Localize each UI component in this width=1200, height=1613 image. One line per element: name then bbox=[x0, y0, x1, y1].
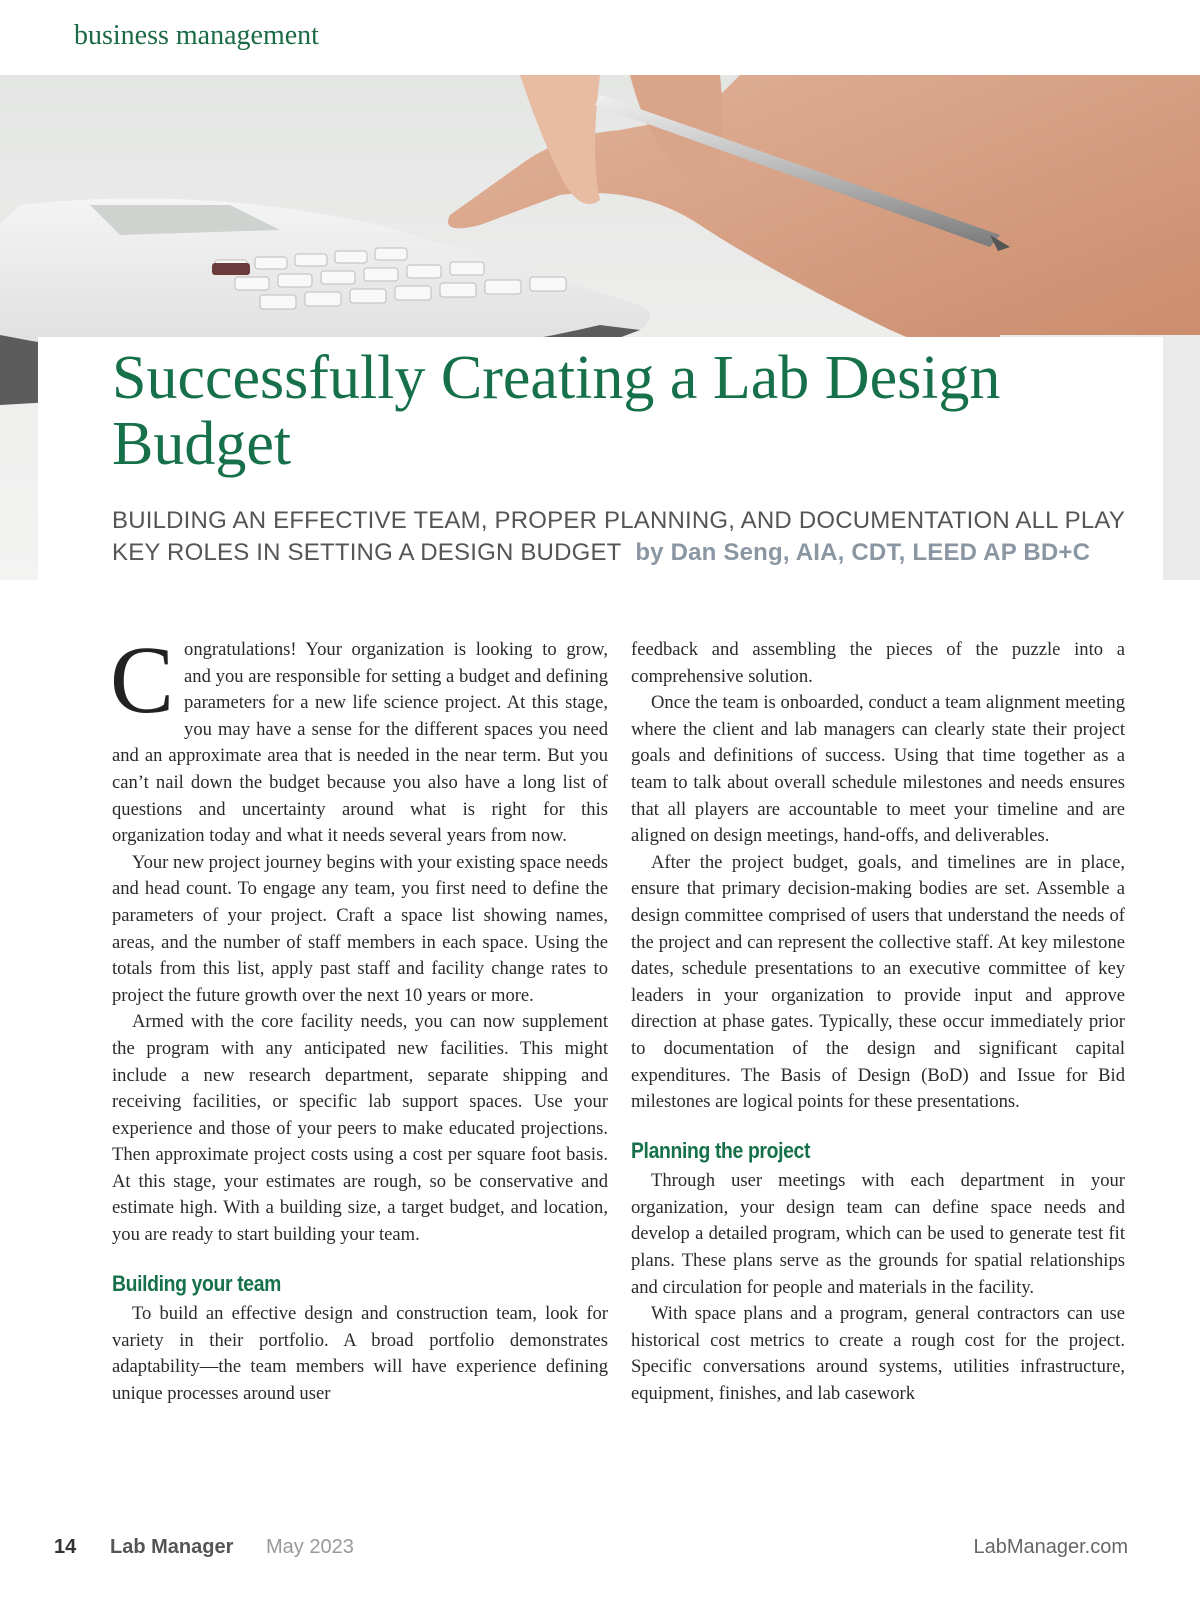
article-headline: Successfully Creating a Lab Design Budget bbox=[112, 344, 1001, 478]
paragraph: Through user meetings with each department in your organization, your design team can define space needs and develop a detailed program, which can be used to generate test fit plans. These plans serve as the grounds for spatial relationships and circulation for people and materials in the facility. bbox=[631, 1170, 1125, 1298]
paragraph: Armed with the core facility needs, you can now supplement the program with any anticipated new facilities. This might include a new research department, separate shipping and receiving facilities, or specific lab support spaces. Use your experience and those of your peers to make educated projections. Then approximate project costs using a cost per square foot basis. At this stage, your estimates are rough, so be conservative and estimate high. With a building size, a target budget, and location, you are ready to start building your team. bbox=[112, 1011, 608, 1246]
page-number: 14 bbox=[54, 1536, 77, 1558]
paragraph: After the project budget, goals, and timelines are in place, ensure that primary decision-making bodies are set. Assemble a design committee comprised of users that understand the needs of the project and can represent the collective staff. At key milestone dates, schedule presentations to an executive committee of key leaders in your organization to provide input and approve direction at phase gates. Typically, these occur immediately prior to documentation of the design and significant capital expenditures. The Basis of Design (BoD) and Issue for Bid milestones are logical points for these presentations. bbox=[631, 851, 1125, 1113]
paragraph bbox=[110, 626, 608, 850]
section-label: business management bbox=[74, 20, 319, 51]
subhead-building-team: Building your team bbox=[112, 1270, 282, 1296]
website-link[interactable]: LabManager.com bbox=[973, 1536, 1128, 1558]
drop-cap: C bbox=[110, 626, 175, 733]
paragraph-text: ongratulations! Your organization is looking to grow, and you are responsible for setting a budget and defining parameters for a new life science project. At this stage, you may have a sense for the different spaces you need and an approximate area that is needed in the near term. But you can’t nail down the budget because you also have a long list of questions and uncertainty around what is right for this organization today and what it needs several years from now. bbox=[112, 639, 608, 847]
left-column bbox=[110, 626, 608, 1408]
paragraph: With space plans and a program, general contractors can use historical cost metrics to create a rough cost for the project. Specific conversations around systems, utilities infrastructure, equipment, finishes, and lab casework bbox=[631, 1303, 1125, 1405]
paragraph: Once the team is onboarded, conduct a team alignment meeting where the client and lab managers can clearly state their project goals and definitions of success. Using that time together as a team to talk about overall schedule milestones and needs ensures that all players are accountable to meet your timeline and are aligned on design meetings, hand-offs, and deliverables. bbox=[631, 692, 1125, 847]
paragraph: feedback and assembling the pieces of the puzzle into a comprehensive solution. bbox=[631, 639, 1125, 687]
title-panel bbox=[38, 337, 1163, 580]
article-deck bbox=[112, 505, 1152, 569]
paragraph: To build an effective design and construction team, look for variety in their portfolio. A broad portfolio demonstrates adaptability—the team members will have experience defining unique processes around user bbox=[112, 1303, 608, 1405]
magazine-name: Lab Manager bbox=[110, 1536, 234, 1558]
byline: by Dan Seng, AIA, CDT, LEED AP BD+C bbox=[635, 539, 1091, 566]
right-column bbox=[631, 637, 1125, 1408]
paragraph: Your new project journey begins with your existing space needs and head count. To engage any team, you first need to define the parameters of your project. Craft a space list showing names, areas, and the number of staff members in each space. Using the totals from this list, apply past staff and facility change rates to project the future growth over the next 10 years or more. bbox=[112, 851, 608, 1006]
subhead-planning-project: Planning the project bbox=[631, 1137, 811, 1163]
issue-date: May 2023 bbox=[266, 1536, 354, 1558]
page-footer bbox=[54, 1536, 1128, 1566]
deck-text: BUILDING AN EFFECTIVE TEAM, PROPER PLANNING, AND DOCUMENTATION ALL PLAY KEY ROLES IN SETTING A DESIGN BUDGET bbox=[112, 507, 1125, 566]
